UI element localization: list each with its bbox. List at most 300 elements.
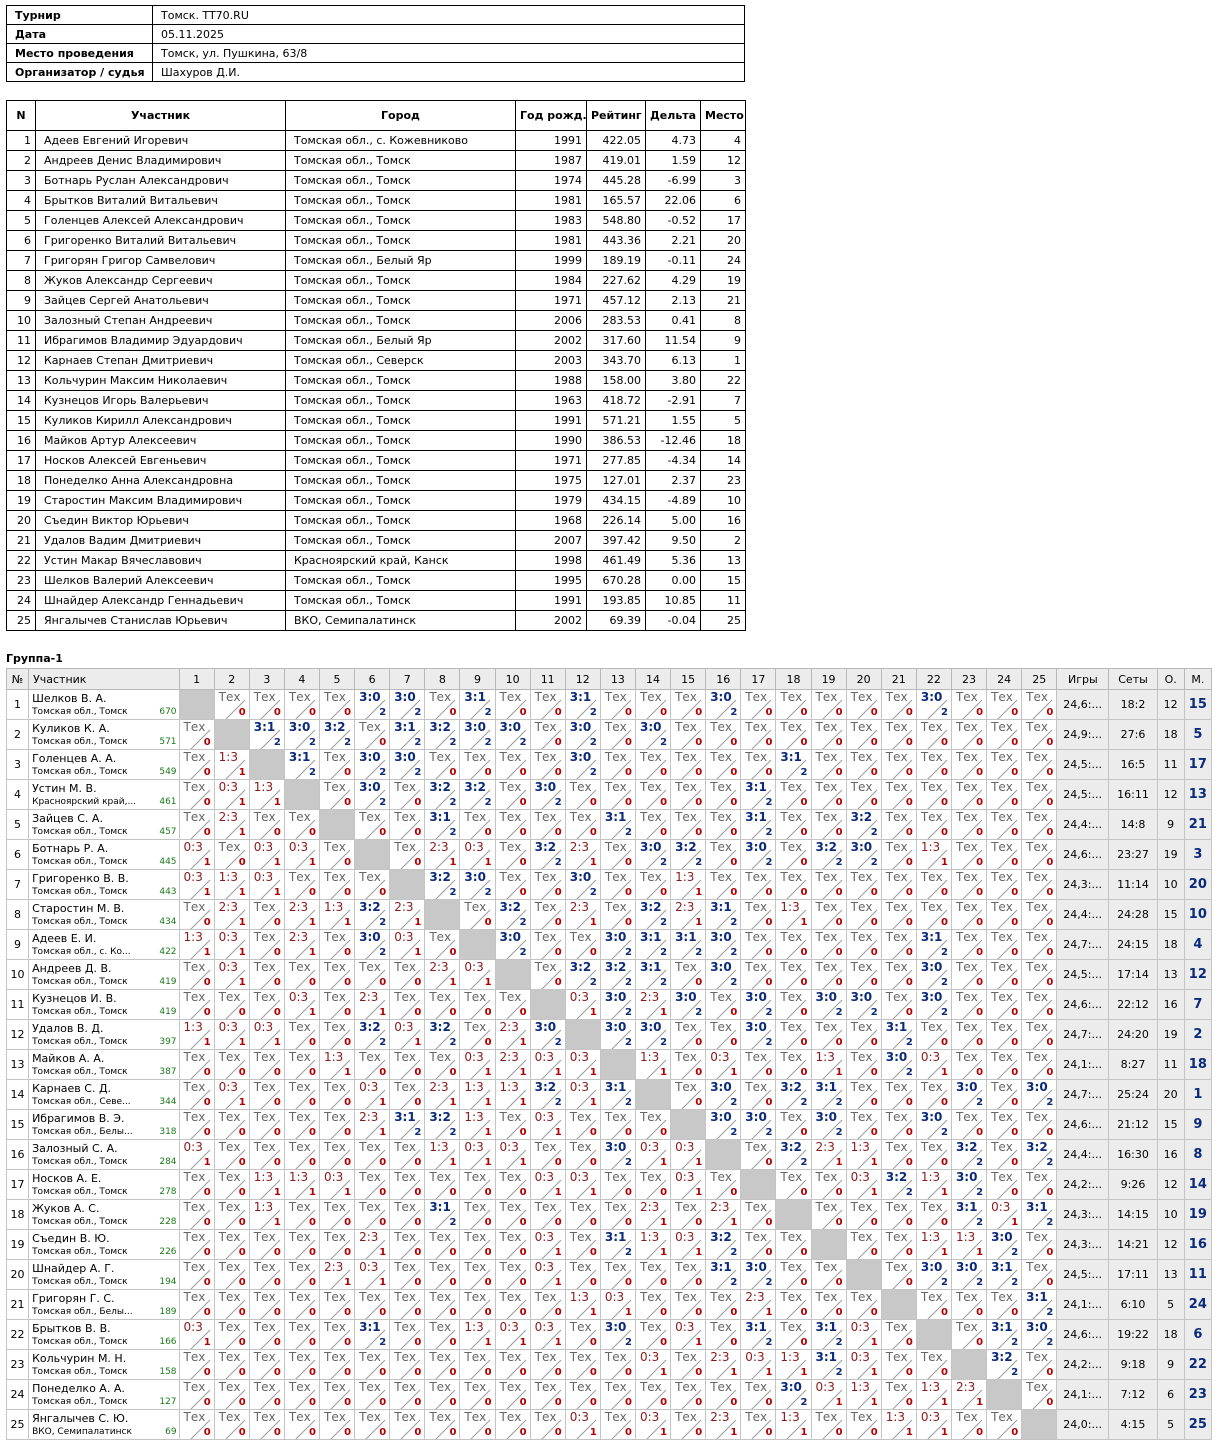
match-result-cell[interactable] [1022, 870, 1057, 900]
match-result-cell[interactable] [495, 720, 530, 750]
match-result-cell[interactable] [179, 1200, 214, 1230]
match-result-cell[interactable] [881, 900, 916, 930]
match-result-cell[interactable] [811, 750, 846, 780]
match-result-cell[interactable] [776, 1110, 811, 1140]
match-result-cell[interactable] [671, 1140, 706, 1170]
match-result-cell[interactable] [776, 1080, 811, 1110]
match-result-cell[interactable] [565, 1110, 600, 1140]
match-result-cell[interactable] [565, 1260, 600, 1290]
match-result-cell[interactable] [987, 720, 1022, 750]
match-result-cell[interactable] [425, 690, 460, 720]
match-result-cell[interactable] [600, 1110, 635, 1140]
match-result-cell[interactable] [284, 990, 319, 1020]
match-result-cell[interactable] [495, 930, 530, 960]
match-result-cell[interactable] [530, 1020, 565, 1050]
match-result-cell[interactable] [319, 1380, 354, 1410]
match-result-cell[interactable] [495, 1080, 530, 1110]
match-result-cell[interactable] [355, 1290, 390, 1320]
match-result-cell[interactable] [179, 1410, 214, 1440]
match-result-cell[interactable] [635, 1020, 670, 1050]
match-result-cell[interactable] [355, 1110, 390, 1140]
match-result-cell[interactable] [565, 870, 600, 900]
match-result-cell[interactable] [425, 930, 460, 960]
match-result-cell[interactable] [495, 750, 530, 780]
match-result-cell[interactable] [179, 720, 214, 750]
match-result-cell[interactable] [425, 1350, 460, 1380]
match-result-cell[interactable] [776, 690, 811, 720]
match-result-cell[interactable] [811, 1170, 846, 1200]
match-result-cell[interactable] [916, 1140, 951, 1170]
match-result-cell[interactable] [706, 1350, 741, 1380]
match-result-cell[interactable] [951, 1200, 986, 1230]
match-result-cell[interactable] [425, 1170, 460, 1200]
match-result-cell[interactable] [530, 780, 565, 810]
match-result-cell[interactable] [671, 1170, 706, 1200]
match-result-cell[interactable] [811, 990, 846, 1020]
match-result-cell[interactable] [214, 1230, 249, 1260]
match-result-cell[interactable] [425, 870, 460, 900]
match-result-cell[interactable] [565, 1320, 600, 1350]
match-result-cell[interactable] [460, 1230, 495, 1260]
match-result-cell[interactable] [319, 990, 354, 1020]
match-result-cell[interactable] [214, 1200, 249, 1230]
match-result-cell[interactable] [811, 780, 846, 810]
match-result-cell[interactable] [284, 930, 319, 960]
match-result-cell[interactable] [214, 1020, 249, 1050]
match-result-cell[interactable] [495, 780, 530, 810]
match-result-cell[interactable] [846, 900, 881, 930]
match-result-cell[interactable] [319, 1320, 354, 1350]
match-result-cell[interactable] [530, 1350, 565, 1380]
match-result-cell[interactable] [811, 1350, 846, 1380]
match-result-cell[interactable] [776, 750, 811, 780]
match-result-cell[interactable] [425, 1020, 460, 1050]
match-result-cell[interactable] [951, 1290, 986, 1320]
match-result-cell[interactable] [530, 1230, 565, 1260]
match-result-cell[interactable] [776, 810, 811, 840]
match-result-cell[interactable] [635, 780, 670, 810]
match-result-cell[interactable] [460, 1410, 495, 1440]
match-result-cell[interactable] [951, 870, 986, 900]
match-result-cell[interactable] [495, 1170, 530, 1200]
match-result-cell[interactable] [776, 1020, 811, 1050]
match-result-cell[interactable] [916, 1050, 951, 1080]
match-result-cell[interactable] [565, 840, 600, 870]
match-result-cell[interactable] [495, 990, 530, 1020]
match-result-cell[interactable] [635, 900, 670, 930]
match-result-cell[interactable] [635, 720, 670, 750]
match-result-cell[interactable] [460, 750, 495, 780]
match-result-cell[interactable] [495, 840, 530, 870]
match-result-cell[interactable] [179, 1140, 214, 1170]
match-result-cell[interactable] [425, 780, 460, 810]
match-result-cell[interactable] [530, 1320, 565, 1350]
match-result-cell[interactable] [987, 1350, 1022, 1380]
match-result-cell[interactable] [635, 690, 670, 720]
match-result-cell[interactable] [1022, 1050, 1057, 1080]
match-result-cell[interactable] [179, 960, 214, 990]
match-result-cell[interactable] [495, 1050, 530, 1080]
match-result-cell[interactable] [390, 930, 425, 960]
match-result-cell[interactable] [284, 1050, 319, 1080]
match-result-cell[interactable] [846, 1410, 881, 1440]
match-result-cell[interactable] [249, 690, 284, 720]
match-result-cell[interactable] [916, 1080, 951, 1110]
match-result-cell[interactable] [600, 780, 635, 810]
match-result-cell[interactable] [179, 1230, 214, 1260]
match-result-cell[interactable] [846, 930, 881, 960]
match-result-cell[interactable] [846, 870, 881, 900]
match-result-cell[interactable] [425, 1110, 460, 1140]
match-result-cell[interactable] [916, 870, 951, 900]
match-result-cell[interactable] [179, 840, 214, 870]
match-result-cell[interactable] [355, 900, 390, 930]
match-result-cell[interactable] [495, 1380, 530, 1410]
match-result-cell[interactable] [284, 1290, 319, 1320]
match-result-cell[interactable] [319, 720, 354, 750]
match-result-cell[interactable] [1022, 720, 1057, 750]
match-result-cell[interactable] [741, 1080, 776, 1110]
match-result-cell[interactable] [1022, 1110, 1057, 1140]
match-result-cell[interactable] [776, 930, 811, 960]
match-result-cell[interactable] [249, 810, 284, 840]
match-result-cell[interactable] [600, 1350, 635, 1380]
match-result-cell[interactable] [671, 1200, 706, 1230]
match-result-cell[interactable] [530, 930, 565, 960]
match-result-cell[interactable] [284, 1380, 319, 1410]
match-result-cell[interactable] [881, 1170, 916, 1200]
match-result-cell[interactable] [495, 690, 530, 720]
match-result-cell[interactable] [319, 1020, 354, 1050]
match-result-cell[interactable] [319, 900, 354, 930]
match-result-cell[interactable] [214, 690, 249, 720]
match-result-cell[interactable] [179, 1290, 214, 1320]
match-result-cell[interactable] [1022, 990, 1057, 1020]
match-result-cell[interactable] [600, 1320, 635, 1350]
match-result-cell[interactable] [214, 930, 249, 960]
match-result-cell[interactable] [284, 720, 319, 750]
match-result-cell[interactable] [390, 1170, 425, 1200]
match-result-cell[interactable] [460, 1260, 495, 1290]
match-result-cell[interactable] [530, 870, 565, 900]
match-result-cell[interactable] [846, 1230, 881, 1260]
match-result-cell[interactable] [390, 1020, 425, 1050]
match-result-cell[interactable] [1022, 690, 1057, 720]
match-result-cell[interactable] [179, 780, 214, 810]
match-result-cell[interactable] [565, 690, 600, 720]
match-result-cell[interactable] [214, 1260, 249, 1290]
match-result-cell[interactable] [565, 990, 600, 1020]
match-result-cell[interactable] [530, 750, 565, 780]
match-result-cell[interactable] [179, 1380, 214, 1410]
match-result-cell[interactable] [355, 1320, 390, 1350]
match-result-cell[interactable] [319, 1050, 354, 1080]
match-result-cell[interactable] [741, 1380, 776, 1410]
match-result-cell[interactable] [741, 1200, 776, 1230]
match-result-cell[interactable] [425, 1410, 460, 1440]
match-result-cell[interactable] [600, 900, 635, 930]
match-result-cell[interactable] [355, 1260, 390, 1290]
match-result-cell[interactable] [1022, 1320, 1057, 1350]
match-result-cell[interactable] [671, 810, 706, 840]
match-result-cell[interactable] [741, 720, 776, 750]
match-result-cell[interactable] [214, 1080, 249, 1110]
match-result-cell[interactable] [390, 1200, 425, 1230]
match-result-cell[interactable] [635, 1410, 670, 1440]
match-result-cell[interactable] [776, 870, 811, 900]
match-result-cell[interactable] [741, 930, 776, 960]
match-result-cell[interactable] [776, 1290, 811, 1320]
match-result-cell[interactable] [741, 1350, 776, 1380]
match-result-cell[interactable] [635, 840, 670, 870]
match-result-cell[interactable] [916, 900, 951, 930]
match-result-cell[interactable] [214, 990, 249, 1020]
match-result-cell[interactable] [425, 1290, 460, 1320]
match-result-cell[interactable] [425, 960, 460, 990]
match-result-cell[interactable] [425, 750, 460, 780]
match-result-cell[interactable] [846, 1320, 881, 1350]
match-result-cell[interactable] [565, 1200, 600, 1230]
match-result-cell[interactable] [916, 1230, 951, 1260]
match-result-cell[interactable] [214, 840, 249, 870]
match-result-cell[interactable] [390, 1380, 425, 1410]
match-result-cell[interactable] [1022, 1380, 1057, 1410]
match-result-cell[interactable] [249, 1110, 284, 1140]
match-result-cell[interactable] [355, 720, 390, 750]
match-result-cell[interactable] [460, 1110, 495, 1140]
match-result-cell[interactable] [425, 840, 460, 870]
match-result-cell[interactable] [214, 1380, 249, 1410]
match-result-cell[interactable] [776, 1350, 811, 1380]
match-result-cell[interactable] [846, 1170, 881, 1200]
match-result-cell[interactable] [179, 900, 214, 930]
match-result-cell[interactable] [635, 1050, 670, 1080]
match-result-cell[interactable] [600, 870, 635, 900]
match-result-cell[interactable] [179, 1350, 214, 1380]
match-result-cell[interactable] [881, 1380, 916, 1410]
match-result-cell[interactable] [214, 1140, 249, 1170]
match-result-cell[interactable] [214, 1410, 249, 1440]
match-result-cell[interactable] [706, 1110, 741, 1140]
match-result-cell[interactable] [987, 1230, 1022, 1260]
match-result-cell[interactable] [951, 930, 986, 960]
match-result-cell[interactable] [671, 1380, 706, 1410]
match-result-cell[interactable] [460, 1050, 495, 1080]
match-result-cell[interactable] [214, 750, 249, 780]
match-result-cell[interactable] [951, 750, 986, 780]
match-result-cell[interactable] [811, 1200, 846, 1230]
match-result-cell[interactable] [565, 780, 600, 810]
match-result-cell[interactable] [600, 1170, 635, 1200]
match-result-cell[interactable] [319, 1230, 354, 1260]
match-result-cell[interactable] [881, 1080, 916, 1110]
match-result-cell[interactable] [179, 1020, 214, 1050]
match-result-cell[interactable] [600, 1140, 635, 1170]
match-result-cell[interactable] [284, 1320, 319, 1350]
match-result-cell[interactable] [951, 810, 986, 840]
match-result-cell[interactable] [741, 1050, 776, 1080]
match-result-cell[interactable] [987, 930, 1022, 960]
match-result-cell[interactable] [706, 1080, 741, 1110]
match-result-cell[interactable] [671, 750, 706, 780]
match-result-cell[interactable] [565, 1140, 600, 1170]
match-result-cell[interactable] [460, 810, 495, 840]
match-result-cell[interactable] [214, 780, 249, 810]
match-result-cell[interactable] [390, 1410, 425, 1440]
match-result-cell[interactable] [635, 1290, 670, 1320]
match-result-cell[interactable] [881, 1350, 916, 1380]
match-result-cell[interactable] [249, 1230, 284, 1260]
match-result-cell[interactable] [916, 990, 951, 1020]
match-result-cell[interactable] [565, 810, 600, 840]
match-result-cell[interactable] [987, 1140, 1022, 1170]
match-result-cell[interactable] [249, 1050, 284, 1080]
match-result-cell[interactable] [249, 1320, 284, 1350]
match-result-cell[interactable] [284, 1020, 319, 1050]
match-result-cell[interactable] [600, 1230, 635, 1260]
match-result-cell[interactable] [1022, 930, 1057, 960]
match-result-cell[interactable] [635, 1110, 670, 1140]
match-result-cell[interactable] [179, 1050, 214, 1080]
match-result-cell[interactable] [741, 870, 776, 900]
match-result-cell[interactable] [460, 1320, 495, 1350]
match-result-cell[interactable] [565, 1380, 600, 1410]
match-result-cell[interactable] [284, 690, 319, 720]
match-result-cell[interactable] [355, 690, 390, 720]
match-result-cell[interactable] [916, 810, 951, 840]
match-result-cell[interactable] [495, 1110, 530, 1140]
match-result-cell[interactable] [425, 720, 460, 750]
match-result-cell[interactable] [635, 1170, 670, 1200]
match-result-cell[interactable] [741, 1320, 776, 1350]
match-result-cell[interactable] [600, 1020, 635, 1050]
match-result-cell[interactable] [846, 1140, 881, 1170]
match-result-cell[interactable] [881, 780, 916, 810]
match-result-cell[interactable] [355, 1350, 390, 1380]
match-result-cell[interactable] [319, 960, 354, 990]
match-result-cell[interactable] [565, 1410, 600, 1440]
match-result-cell[interactable] [987, 960, 1022, 990]
match-result-cell[interactable] [916, 780, 951, 810]
match-result-cell[interactable] [284, 1200, 319, 1230]
match-result-cell[interactable] [635, 1140, 670, 1170]
match-result-cell[interactable] [881, 1260, 916, 1290]
match-result-cell[interactable] [460, 1200, 495, 1230]
match-result-cell[interactable] [249, 1380, 284, 1410]
match-result-cell[interactable] [776, 990, 811, 1020]
match-result-cell[interactable] [390, 1140, 425, 1170]
match-result-cell[interactable] [987, 1110, 1022, 1140]
match-result-cell[interactable] [916, 1200, 951, 1230]
match-result-cell[interactable] [390, 1290, 425, 1320]
match-result-cell[interactable] [179, 870, 214, 900]
match-result-cell[interactable] [319, 1350, 354, 1380]
match-result-cell[interactable] [495, 810, 530, 840]
match-result-cell[interactable] [916, 750, 951, 780]
match-result-cell[interactable] [319, 780, 354, 810]
match-result-cell[interactable] [460, 960, 495, 990]
match-result-cell[interactable] [987, 1050, 1022, 1080]
match-result-cell[interactable] [706, 930, 741, 960]
match-result-cell[interactable] [881, 690, 916, 720]
match-result-cell[interactable] [249, 1200, 284, 1230]
match-result-cell[interactable] [706, 1260, 741, 1290]
match-result-cell[interactable] [671, 1260, 706, 1290]
match-result-cell[interactable] [987, 1200, 1022, 1230]
match-result-cell[interactable] [390, 840, 425, 870]
match-result-cell[interactable] [916, 1260, 951, 1290]
match-result-cell[interactable] [495, 900, 530, 930]
match-result-cell[interactable] [530, 1410, 565, 1440]
match-result-cell[interactable] [811, 1380, 846, 1410]
match-result-cell[interactable] [565, 1050, 600, 1080]
match-result-cell[interactable] [249, 1290, 284, 1320]
match-result-cell[interactable] [249, 1080, 284, 1110]
match-result-cell[interactable] [460, 1380, 495, 1410]
match-result-cell[interactable] [179, 1320, 214, 1350]
match-result-cell[interactable] [671, 840, 706, 870]
match-result-cell[interactable] [671, 1080, 706, 1110]
match-result-cell[interactable] [916, 1380, 951, 1410]
match-result-cell[interactable] [635, 1230, 670, 1260]
match-result-cell[interactable] [179, 1170, 214, 1200]
match-result-cell[interactable] [495, 1230, 530, 1260]
match-result-cell[interactable] [706, 1050, 741, 1080]
match-result-cell[interactable] [951, 1320, 986, 1350]
match-result-cell[interactable] [355, 1230, 390, 1260]
match-result-cell[interactable] [987, 990, 1022, 1020]
match-result-cell[interactable] [916, 1290, 951, 1320]
match-result-cell[interactable] [425, 810, 460, 840]
match-result-cell[interactable] [425, 1380, 460, 1410]
match-result-cell[interactable] [811, 1080, 846, 1110]
match-result-cell[interactable] [706, 720, 741, 750]
match-result-cell[interactable] [987, 1260, 1022, 1290]
match-result-cell[interactable] [495, 1020, 530, 1050]
match-result-cell[interactable] [706, 1410, 741, 1440]
match-result-cell[interactable] [671, 1410, 706, 1440]
match-result-cell[interactable] [776, 1380, 811, 1410]
match-result-cell[interactable] [390, 1320, 425, 1350]
match-result-cell[interactable] [319, 750, 354, 780]
match-result-cell[interactable] [671, 1230, 706, 1260]
match-result-cell[interactable] [1022, 1350, 1057, 1380]
match-result-cell[interactable] [951, 1080, 986, 1110]
match-result-cell[interactable] [741, 840, 776, 870]
match-result-cell[interactable] [635, 1200, 670, 1230]
match-result-cell[interactable] [881, 1230, 916, 1260]
match-result-cell[interactable] [741, 690, 776, 720]
match-result-cell[interactable] [600, 1410, 635, 1440]
match-result-cell[interactable] [671, 690, 706, 720]
match-result-cell[interactable] [284, 1230, 319, 1260]
match-result-cell[interactable] [881, 960, 916, 990]
match-result-cell[interactable] [565, 1350, 600, 1380]
match-result-cell[interactable] [881, 990, 916, 1020]
match-result-cell[interactable] [1022, 810, 1057, 840]
match-result-cell[interactable] [1022, 1290, 1057, 1320]
match-result-cell[interactable] [1022, 1020, 1057, 1050]
match-result-cell[interactable] [319, 1140, 354, 1170]
match-result-cell[interactable] [811, 960, 846, 990]
match-result-cell[interactable] [951, 1380, 986, 1410]
match-result-cell[interactable] [530, 1110, 565, 1140]
match-result-cell[interactable] [706, 990, 741, 1020]
match-result-cell[interactable] [495, 1260, 530, 1290]
match-result-cell[interactable] [1022, 840, 1057, 870]
match-result-cell[interactable] [390, 1080, 425, 1110]
match-result-cell[interactable] [635, 990, 670, 1020]
